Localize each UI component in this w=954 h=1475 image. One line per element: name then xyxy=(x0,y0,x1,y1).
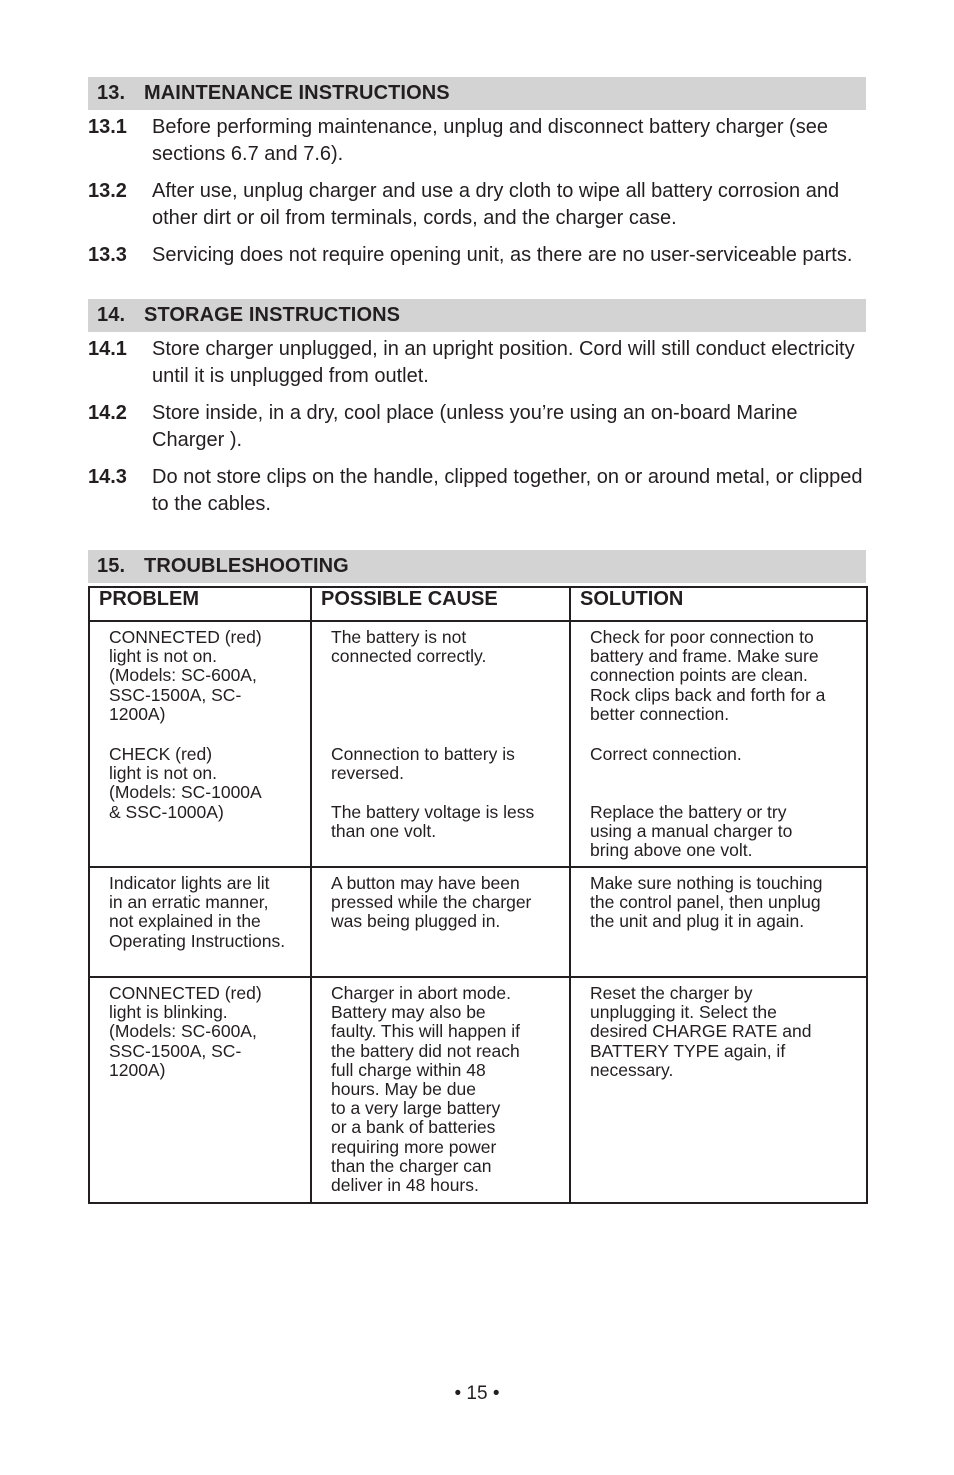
cell-text-line: connected correctly. xyxy=(331,646,487,667)
problem-entry xyxy=(109,874,302,951)
cell-text-line: Charger in abort mode. xyxy=(331,983,511,1003)
cell-text-line: 1200A) xyxy=(109,1059,166,1080)
cell-text-line: A button may have been xyxy=(331,873,520,893)
cell-text-line: unplugging it. Select the xyxy=(590,1002,777,1023)
cell-text-line: The battery voltage is less xyxy=(331,802,535,822)
problem-entry xyxy=(109,628,262,724)
cell-cause xyxy=(311,977,570,1203)
cause-entry xyxy=(331,984,561,1195)
cell-text-line: Rock clips back and forth for a xyxy=(590,684,826,705)
item-number: 13.2 xyxy=(88,180,127,202)
cell-text-line: necessary. xyxy=(590,1059,674,1080)
cell-text-line: desired CHARGE RATE and xyxy=(590,1021,812,1042)
cell-text-line: BATTERY TYPE again, if xyxy=(590,1040,786,1061)
table-row xyxy=(89,621,867,867)
cell-text-line: the battery did not reach xyxy=(331,1040,520,1061)
cell-problem xyxy=(89,977,311,1203)
problem-entry xyxy=(109,745,262,822)
solution-entry xyxy=(590,745,742,764)
cell-text-line: Check for poor connection to xyxy=(590,627,814,647)
solution-entry xyxy=(590,628,825,724)
table-row xyxy=(89,977,867,1203)
list-item xyxy=(88,400,866,454)
cell-text-line: or a bank of batteries xyxy=(331,1117,496,1138)
item-text: Store charger unplugged, in an upright position. Cord will still conduct electricity until it is unplugged from outlet. xyxy=(152,338,855,387)
item-number: 13.1 xyxy=(88,116,127,138)
item-number: 13.3 xyxy=(88,244,127,266)
column-header-problem: PROBLEM xyxy=(89,587,311,621)
cell-text-line: Correct connection. xyxy=(590,744,742,764)
table-header-row xyxy=(89,587,867,621)
cell-cause xyxy=(311,621,570,867)
cell-text-line: using a manual charger to xyxy=(590,821,793,842)
cell-problem xyxy=(89,621,311,867)
cell-text-line: deliver in 48 hours. xyxy=(331,1175,479,1196)
cell-text-line: reversed. xyxy=(331,763,404,784)
cell-text-line: requiring more power xyxy=(331,1136,497,1157)
cell-text-line: was being plugged in. xyxy=(331,911,501,932)
cell-text-line: than one volt. xyxy=(331,821,437,842)
cell-text-line: CONNECTED (red) xyxy=(109,627,262,647)
cell-text-line: Battery may also be xyxy=(331,1002,486,1023)
cell-text-line: CHECK (red) xyxy=(109,744,213,764)
cell-text-line: light is not on. xyxy=(109,763,217,784)
cell-text-line: CONNECTED (red) xyxy=(109,983,262,1003)
solution-entry xyxy=(590,984,858,1080)
item-number: 14.1 xyxy=(88,338,127,360)
section-title: MAINTENANCE INSTRUCTIONS xyxy=(144,82,450,104)
list-item xyxy=(88,336,866,390)
item-number: 14.3 xyxy=(88,466,127,488)
cell-cause xyxy=(311,867,570,977)
section-number: 14. xyxy=(97,304,126,326)
cell-text-line: faulty. This will happen if xyxy=(331,1021,521,1042)
table-row xyxy=(89,867,867,977)
cause-entry xyxy=(331,745,515,783)
cell-text-line: the control panel, then unplug xyxy=(590,892,821,913)
cell-text-line: the unit and plug it in again. xyxy=(590,911,805,932)
page-content xyxy=(88,77,866,1204)
section-header-maintenance xyxy=(88,77,866,110)
section-header-troubleshooting xyxy=(88,550,866,583)
cell-solution xyxy=(570,977,867,1203)
list-item xyxy=(88,464,866,518)
cell-text-line: light is not on. xyxy=(109,646,217,667)
cell-text-line: light is blinking. xyxy=(109,1002,228,1023)
cell-text-line: 1200A) xyxy=(109,703,166,724)
section-title: TROUBLESHOOTING xyxy=(144,555,349,577)
item-text: Store inside, in a dry, cool place (unless you’re using an on-board Marine Charger ). xyxy=(152,402,798,451)
cell-text-line: hours. May be due xyxy=(331,1079,476,1100)
cell-text-line: (Models: SC-1000A xyxy=(109,782,262,803)
item-text: After use, unplug charger and use a dry cloth to wipe all battery corrosion and other dirt or oil from terminals, cords, and the charger case. xyxy=(152,180,840,229)
cell-text-line: to a very large battery xyxy=(331,1098,501,1119)
cell-text-line: not explained in the xyxy=(109,911,261,932)
problem-entry xyxy=(109,984,302,1080)
column-header-cause: POSSIBLE CAUSE xyxy=(311,587,570,621)
list-item xyxy=(88,178,866,232)
cell-text-line: bring above one volt. xyxy=(590,840,753,861)
cause-entry xyxy=(331,874,561,932)
list-item xyxy=(88,242,866,269)
cell-text-line: SSC-1500A, SC- xyxy=(109,684,242,705)
cell-text-line: Connection to battery is xyxy=(331,744,515,764)
cell-text-line: full charge within 48 xyxy=(331,1059,486,1080)
list-item xyxy=(88,114,866,168)
cell-text-line: better connection. xyxy=(590,703,730,724)
section-number: 13. xyxy=(97,82,126,104)
cell-solution xyxy=(570,621,867,867)
cell-text-line: in an erratic manner, xyxy=(109,892,269,913)
column-header-solution: SOLUTION xyxy=(570,587,867,621)
page-number: • 15 • xyxy=(454,1383,500,1404)
solution-entry xyxy=(590,874,858,932)
cell-text-line: than the charger can xyxy=(331,1155,492,1176)
section-title: STORAGE INSTRUCTIONS xyxy=(144,304,401,326)
cell-problem xyxy=(89,867,311,977)
item-text: Servicing does not require opening unit, as there are no user-serviceable parts. xyxy=(152,244,853,266)
cell-text-line: Make sure nothing is touching xyxy=(590,873,823,893)
solution-entry xyxy=(590,803,792,861)
troubleshooting-table xyxy=(88,586,868,1204)
cell-text-line: connection points are clean. xyxy=(590,665,808,686)
section-header-storage xyxy=(88,299,866,332)
item-number: 14.2 xyxy=(88,402,127,424)
cell-text-line: pressed while the charger xyxy=(331,892,532,913)
cell-text-line: (Models: SC-600A, xyxy=(109,665,257,686)
cell-text-line: Replace the battery or try xyxy=(590,802,787,822)
cell-text-line: (Models: SC-600A, xyxy=(109,1021,257,1042)
cell-text-line: Reset the charger by xyxy=(590,983,753,1003)
cell-text-line: Operating Instructions. xyxy=(109,930,286,951)
cell-text-line: SSC-1500A, SC- xyxy=(109,1040,242,1061)
cell-text-line: Indicator lights are lit xyxy=(109,873,270,893)
item-text: Before performing maintenance, unplug and disconnect battery charger (see sections 6.7 and 7.6). xyxy=(152,116,828,165)
cell-text-line: battery and frame. Make sure xyxy=(590,646,819,667)
section-number: 15. xyxy=(97,555,126,577)
cause-entry xyxy=(331,803,534,841)
cell-text-line: & SSC-1000A) xyxy=(109,801,224,822)
cell-text-line: The battery is not xyxy=(331,627,467,647)
item-text: Do not store clips on the handle, clipped together, on or around metal, or clipped to the cables. xyxy=(152,466,863,515)
cell-solution xyxy=(570,867,867,977)
cause-entry xyxy=(331,628,486,666)
